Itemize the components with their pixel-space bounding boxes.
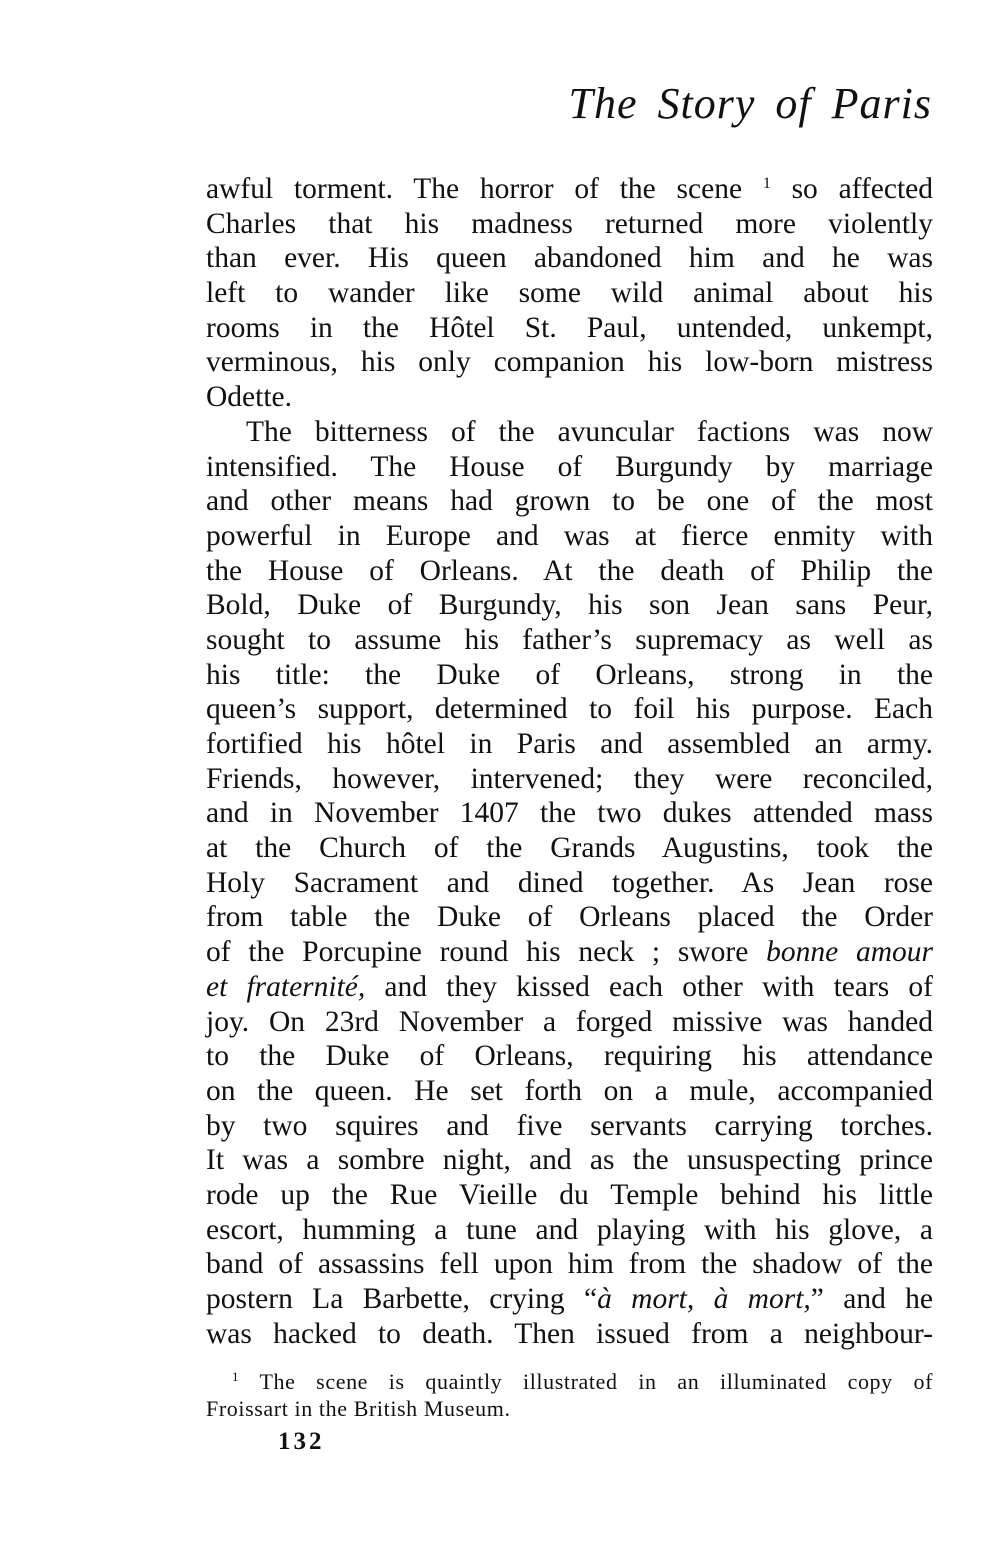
italic-phrase: à mort, à mort, (597, 1283, 811, 1315)
footnote-line: $^1$ The scene is quaintly illustrated in an illuminated copy of (232, 1369, 934, 1394)
text-line: awful torment. The horror of the scene $^1$ so affected (206, 173, 934, 205)
text-line: from table the Duke of Orleans placed the Order (206, 901, 933, 934)
running-head: The Story of Paris (568, 79, 932, 128)
text-line: of the Porcupine round his neck ; swore bonne amour (206, 936, 934, 969)
footnote (206, 1368, 933, 1422)
body-text (206, 172, 933, 1351)
text-line: escort, humming a tune and playing with his glove, a (206, 1213, 933, 1246)
text-line: fortified his hôtel in Paris and assembled an army. (206, 728, 933, 760)
text-line: Holy Sacrament and dined together. As Jean rose (206, 866, 933, 899)
text-line: It was a sombre night, and as the unsuspecting prince (206, 1144, 933, 1177)
text-line: rode up the Rue Vieille du Temple behind his little (206, 1178, 933, 1211)
text-line: powerful in Europe and was at fierce enmity with (206, 519, 933, 552)
text-line: and other means had grown to be one of the most (206, 485, 933, 518)
text-line: to the Duke of Orleans, requiring his attendance (206, 1040, 933, 1073)
footnote-marker: 1 (232, 1369, 240, 1384)
text-line: intensified. The House of Burgundy by marriage (206, 450, 933, 483)
text-line: left to wander like some wild animal about his (206, 277, 933, 310)
text-line: Charles that his madness returned more violently (206, 207, 933, 240)
text-line: the House of Orleans. At the death of Philip the (206, 554, 933, 587)
text-line: postern La Barbette, crying “à mort, à mort,” and he (206, 1283, 934, 1315)
text-line: Friends, however, intervened; they were reconciled, (206, 762, 933, 795)
italic-phrase: et fraternité, (206, 970, 366, 1003)
text-line: Bold, Duke of Burgundy, his son Jean sans Peur, (206, 589, 933, 622)
text-line: and in November 1407 the two dukes attended mass (206, 797, 933, 830)
text-line: his title: the Duke of Orleans, strong in the (206, 658, 933, 691)
text-line: rooms in the Hôtel St. Paul, untended, unkempt, (206, 311, 933, 344)
footnote-reference: 1 (762, 175, 771, 192)
text-line: The bitterness of the avuncular factions was now (246, 415, 933, 448)
text-line: at the Church of the Grands Augustins, took the (206, 832, 933, 865)
footnote-line: Froissart in the British Museum. (206, 1396, 511, 1421)
text-line: Odette. (206, 381, 293, 414)
text-line: joy. On 23rd November a forged missive was handed (206, 1005, 933, 1038)
text-line: by two squires and five servants carrying torches. (206, 1109, 933, 1142)
italic-phrase: bonne amour (766, 936, 934, 969)
text-line: et fraternité, and they kissed each other with tears of (206, 970, 933, 1003)
text-line: was hacked to death. Then issued from a neighbour- (206, 1317, 933, 1350)
text-line: verminous, his only companion his low-born mistress (206, 346, 933, 379)
text-line: on the queen. He set forth on a mule, accompanied (206, 1074, 933, 1107)
text-line: sought to assume his father’s supremacy as well as (206, 623, 933, 656)
page-number: 132 (278, 1428, 325, 1455)
text-line: queen’s support, determined to foil his purpose. Each (206, 693, 933, 726)
text-line: band of assassins fell upon him from the shadow of the (206, 1248, 933, 1281)
text-line: than ever. His queen abandoned him and he was (206, 242, 933, 275)
